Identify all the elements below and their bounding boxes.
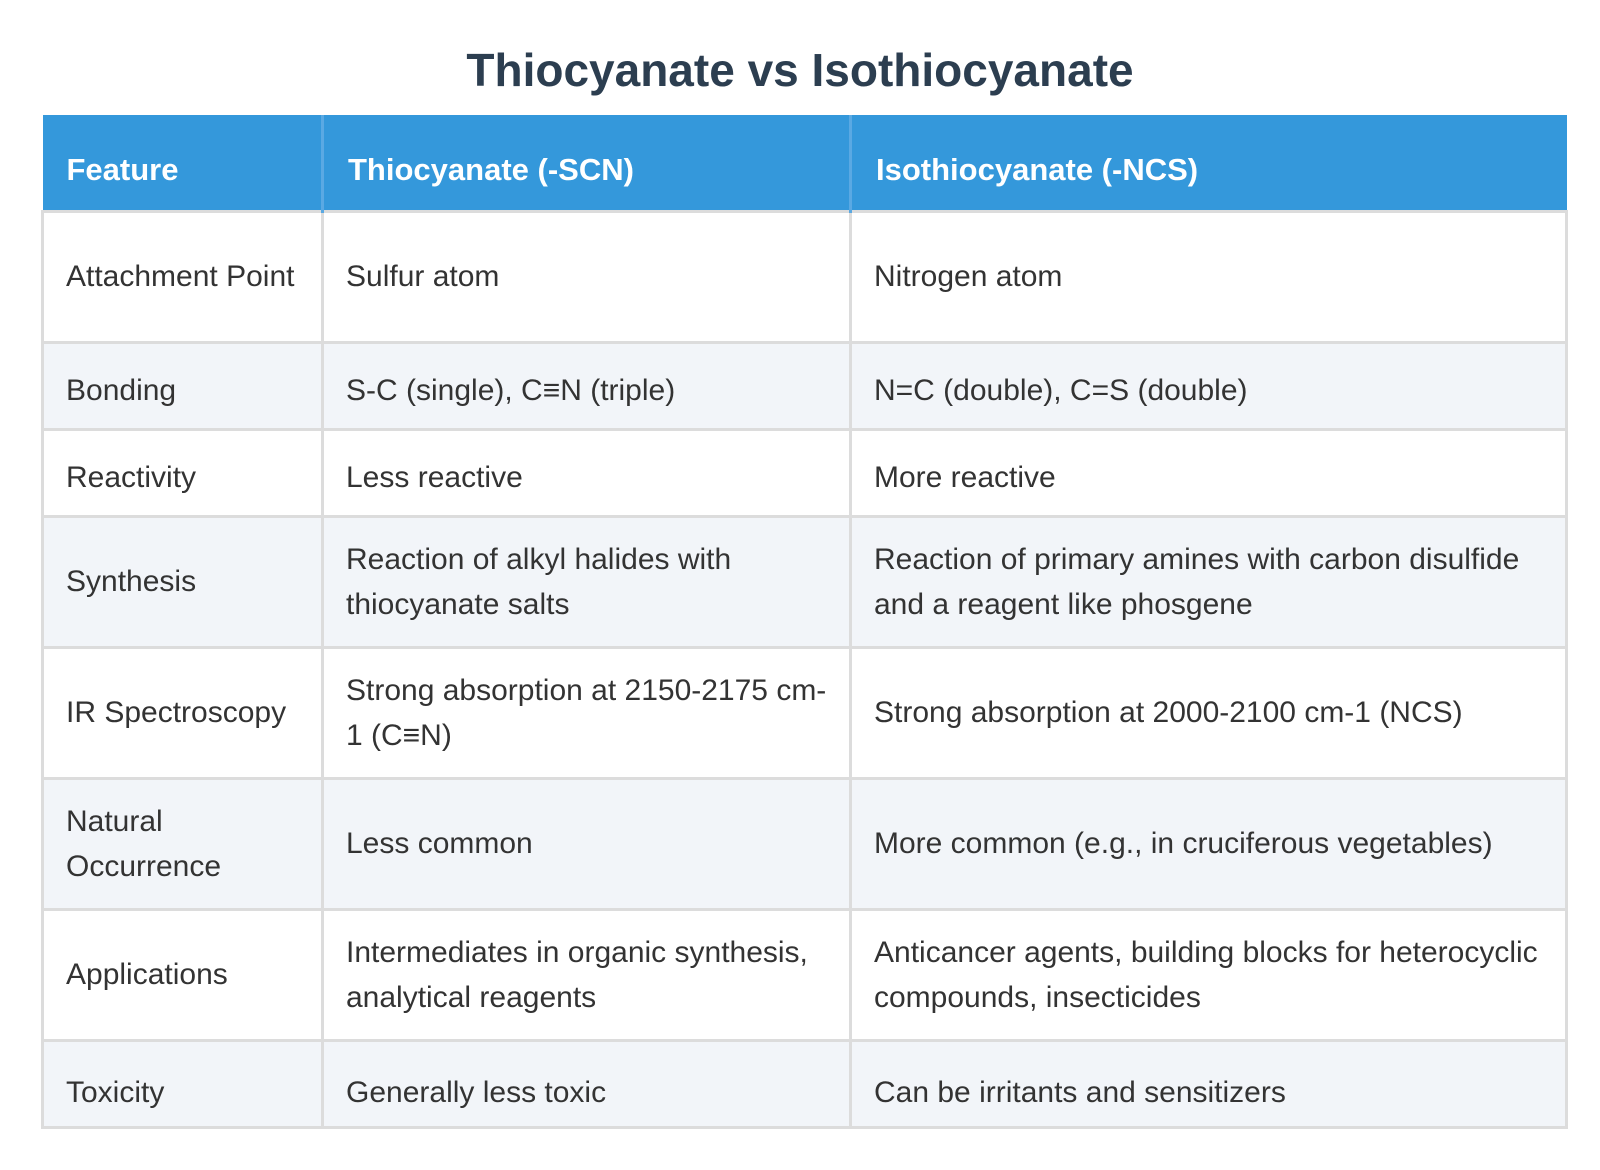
isothiocyanate-cell: Anticancer agents, building blocks for heterocyclic compounds, insecticides [851,909,1567,1040]
feature-cell: IR Spectroscopy [43,647,323,778]
page-title: Thiocyanate vs Isothiocyanate [466,44,1134,96]
feature-cell: Applications [43,909,323,1040]
table-row [43,211,1567,342]
table-row [43,778,1567,909]
isothiocyanate-cell: Can be irritants and sensitizers [851,1040,1567,1127]
isothiocyanate-cell: Reaction of primary amines with carbon disulfide and a reagent like phosgene [851,516,1567,647]
thiocyanate-cell: Generally less toxic [323,1040,851,1127]
thiocyanate-cell: Reaction of alkyl halides with thiocyanate salts [323,516,851,647]
thiocyanate-cell: Sulfur atom [323,211,851,342]
isothiocyanate-cell: Strong absorption at 2000-2100 cm-1 (NCS) [851,647,1567,778]
table-row [43,342,1567,429]
isothiocyanate-cell: More reactive [851,429,1567,516]
table-row [43,1040,1567,1127]
table-row [43,429,1567,516]
feature-cell: Bonding [43,342,323,429]
table-row [43,647,1567,778]
feature-cell: Toxicity [43,1040,323,1127]
thiocyanate-cell: Less reactive [323,429,851,516]
thiocyanate-cell: Strong absorption at 2150-2175 cm-1 (C≡N) [323,647,851,778]
isothiocyanate-cell: Nitrogen atom [851,211,1567,342]
isothiocyanate-cell: N=C (double), C=S (double) [851,342,1567,429]
thiocyanate-cell: Intermediates in organic synthesis, analytical reagents [323,909,851,1040]
table-row [43,909,1567,1040]
isothiocyanate-cell: More common (e.g., in cruciferous vegetables) [851,778,1567,909]
header-feature: Feature [43,115,323,211]
thiocyanate-cell: Less common [323,778,851,909]
table-header-row [43,115,1567,211]
feature-cell: Natural Occurrence [43,778,323,909]
feature-cell: Reactivity [43,429,323,516]
feature-cell: Synthesis [43,516,323,647]
thiocyanate-cell: S-C (single), C≡N (triple) [323,342,851,429]
header-isothiocyanate: Isothiocyanate (-NCS) [851,115,1567,211]
table-row [43,516,1567,647]
comparison-table [41,115,1568,1129]
feature-cell: Attachment Point [43,211,323,342]
header-thiocyanate: Thiocyanate (-SCN) [323,115,851,211]
